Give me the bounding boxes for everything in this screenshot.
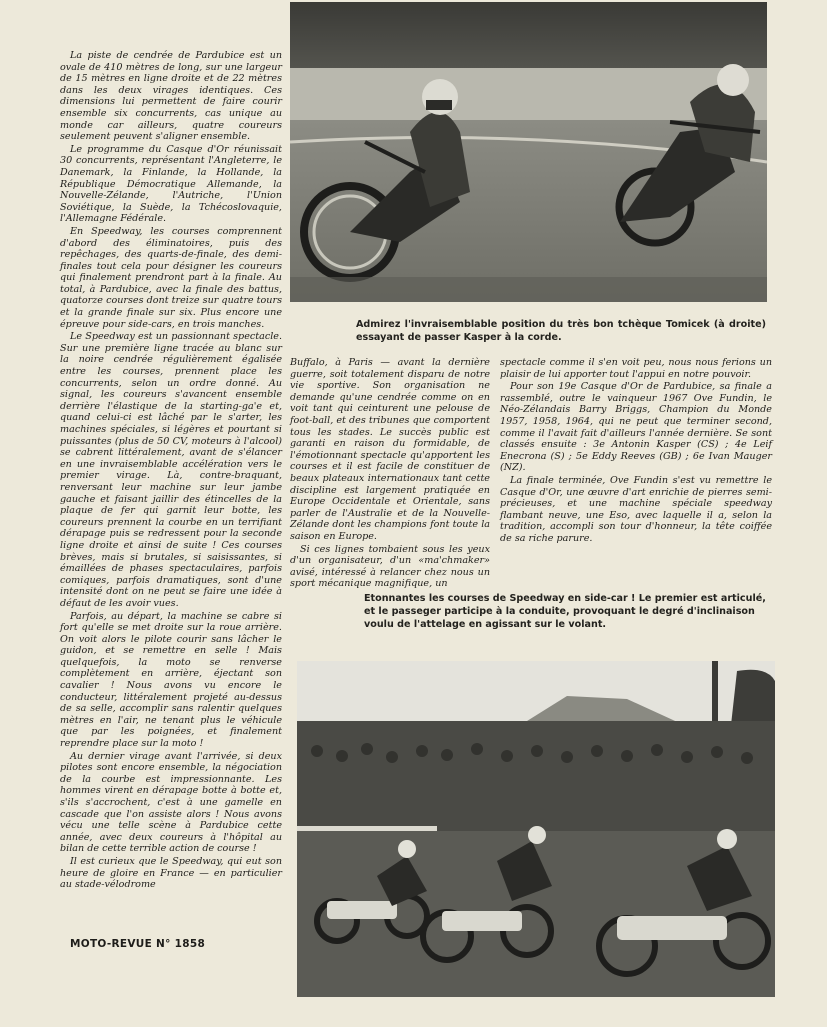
paragraph: Pour son 19e Casque d'Or de Pardubice, sa finale a rassemblé, outre le vainqueur 1967 Ove Fundin, le Néo-Zélandais Barry Briggs, Champion du Monde 1957, 1958, 1964, qui ne peut que terminer second, comme il l'avait fait d'ailleurs l'année dernière. Se sont classés ensuite : 3e Antonin Kasper (CS) ; 4e Leif Enecrona (S) ; 5e Eddy Reeves (GB) ; 6e Ivan Mauger (NZ). (500, 381, 772, 474)
sidecar-photo-caption: Etonnantes les courses de Speedway en side-car ! Le premier est articulé, et le passeger participe à la conduite, provoquant le degré d'inclinaison voulu de l'attelage en agissant sur le volant. (364, 593, 766, 630)
paragraph: Au dernier virage avant l'arrivée, si deux pilotes sont encore ensemble, la négociation de la courbe est impressionnante. Les hommes virent en dérapage botte à botte et, s'ils s'accrochent, c'est à une gamelle en cascade que l'on assiste alors ! Nous avons vécu une telle scène à Pardubice cette année, avec deux coureurs à l'hôpital au bilan de cette terrible action de course ! (60, 750, 282, 855)
paragraph: Il est curieux que le Speedway, qui eut son heure de gloire en France — en particulier au stade-vélodrome (60, 855, 282, 891)
paragraph: La finale terminée, Ove Fundin s'est vu remettre le Casque d'Or, une œuvre d'art enrichie de pierres semi-précieuses, et une machine spéciale speedway flambant neuve, une Eso, avec laquelle il a, selon la tradition, accompli son tour d'honneur, la tête coiffée de sa riche parure. (500, 474, 772, 544)
paragraph: Le programme du Casque d'Or réunissait 30 concurrents, représentant l'Angleterre, le Danemark, la Finlande, la Hollande, la République Démocratique Allemande, la Nouvelle-Zélande, l'Autriche, l'Union Soviétique, la Suède, la Tchécoslovaquie, l'Allemagne Fédérale. (60, 143, 282, 225)
paragraph: En Speedway, les courses comprennent d'abord des éliminatoires, puis des repêchages, des quarts-de-finale, des demi-finales tout cela pour désigner les coureurs qui finalement prendront part à la finale. Au total, à Pardubice, avec la finale des battus, quatorze courses dont treize sur quatre tours et la grande finale sur six. Plus encore une épreuve pour side-cars, en trois manches. (60, 225, 282, 330)
top-photo-caption: Admirez l'invraisemblable position du très bon tchèque Tomicek (à droite) essayant de passer Kasper à la corde. (356, 319, 766, 343)
sidecar-race-photo (297, 661, 775, 997)
article-left-column (60, 50, 282, 892)
sidecar-race-image (297, 661, 775, 997)
paragraph: Buffalo, à Paris — avant la dernière guerre, soit totalement disparu de notre vie sportive. Son organisation ne demande qu'une cendrée comme on en voit tant qui ceinturent une pelouse de foot-ball, et des tribunes que comportent tous les stades. Le succès public est garanti en raison du formidable, de l'émotionnant spectacle qu'apportent les courses et il est facile de constituer de beaux plateaux internationaux tant cette discipline est largement pratiquée en Europe Occidentale et Orientale, sans parler de l'Australie et de la Nouvelle-Zélande dont les champions font toute la saison en Europe. (290, 357, 490, 542)
paragraph: Parfois, au départ, la machine se cabre si fort qu'elle se met droite sur la roue arrière. On voit alors le pilote courir sans lâcher le guidon, et se remettre en selle ! Mais quelquefois, la moto se renverse complètement en arrière, éjectant son cavalier ! Nous avons vu encore le conducteur, littéralement projeté au-dessus de sa selle, accomplir sans ralentir quelques mètres en l'air, ne tenant plus le véhicule que par les poignées, et finalement reprendre place sur la moto ! (60, 610, 282, 750)
speedway-riders-image (290, 2, 767, 302)
magazine-footer: MOTO-REVUE N° 1858 (70, 938, 206, 950)
article-right-column (500, 357, 772, 546)
paragraph: Le Speedway est un passionnant spectacle. Sur une première ligne tracée au blanc sur la noire cendrée régulièrement égalisée entre les courses, prennent place les concurrents, selon un ordre donné. Au signal, les coureurs s'avancent ensemble derrière l'élastique de la starting-ga'e et, quand celui-ci est lâché par le s'arter, les machines spéciales, si légères et pourtant si puissantes (plus de 50 CV, moteurs à l'alcool) se cabrent littéralement, avant de s'élancer en une invraisemblable accélération vers le premier virage. Là, contre-braquant, renversant leur machine sur leur jambe gauche et faisant jaillir des étincelles de la plaque de fer qui garnit leur botte, les coureurs prennent la courbe en un terrifiant dérapage puis se redressent pour la seconde ligne droite et ainsi de suite ! Ces courses brèves, mais si brutales, si saisissantes, si émaillées de phases spectaculaires, parfois comiques, parfois dramatiques, sont d'une intensité dont on ne peut se faire une idée à défaut de les avoir vues. (60, 331, 282, 609)
article-middle-column (290, 357, 490, 591)
speedway-riders-photo (290, 2, 767, 302)
paragraph: Si ces lignes tombaient sous les yeux d'un organisateur, d'un «ma'chmaker» avisé, intéressé à relancer chez nous un sport mécanique magnifique, un (290, 543, 490, 590)
paragraph: La piste de cendrée de Pardubice est un ovale de 410 mètres de long, sur une largeur de 15 mètres en ligne droite et de 22 mètres dans les deux virages identiques. Ces dimensions lui permettent de faire courir ensemble six concurrents, cas unique au monde car ailleurs, quatre coureurs seulement peuvent s'aligner ensemble. (60, 50, 282, 143)
paragraph: spectacle comme il s'en voit peu, nous nous ferions un plaisir de lui apporter tout l'appui en notre pouvoir. (500, 357, 772, 380)
